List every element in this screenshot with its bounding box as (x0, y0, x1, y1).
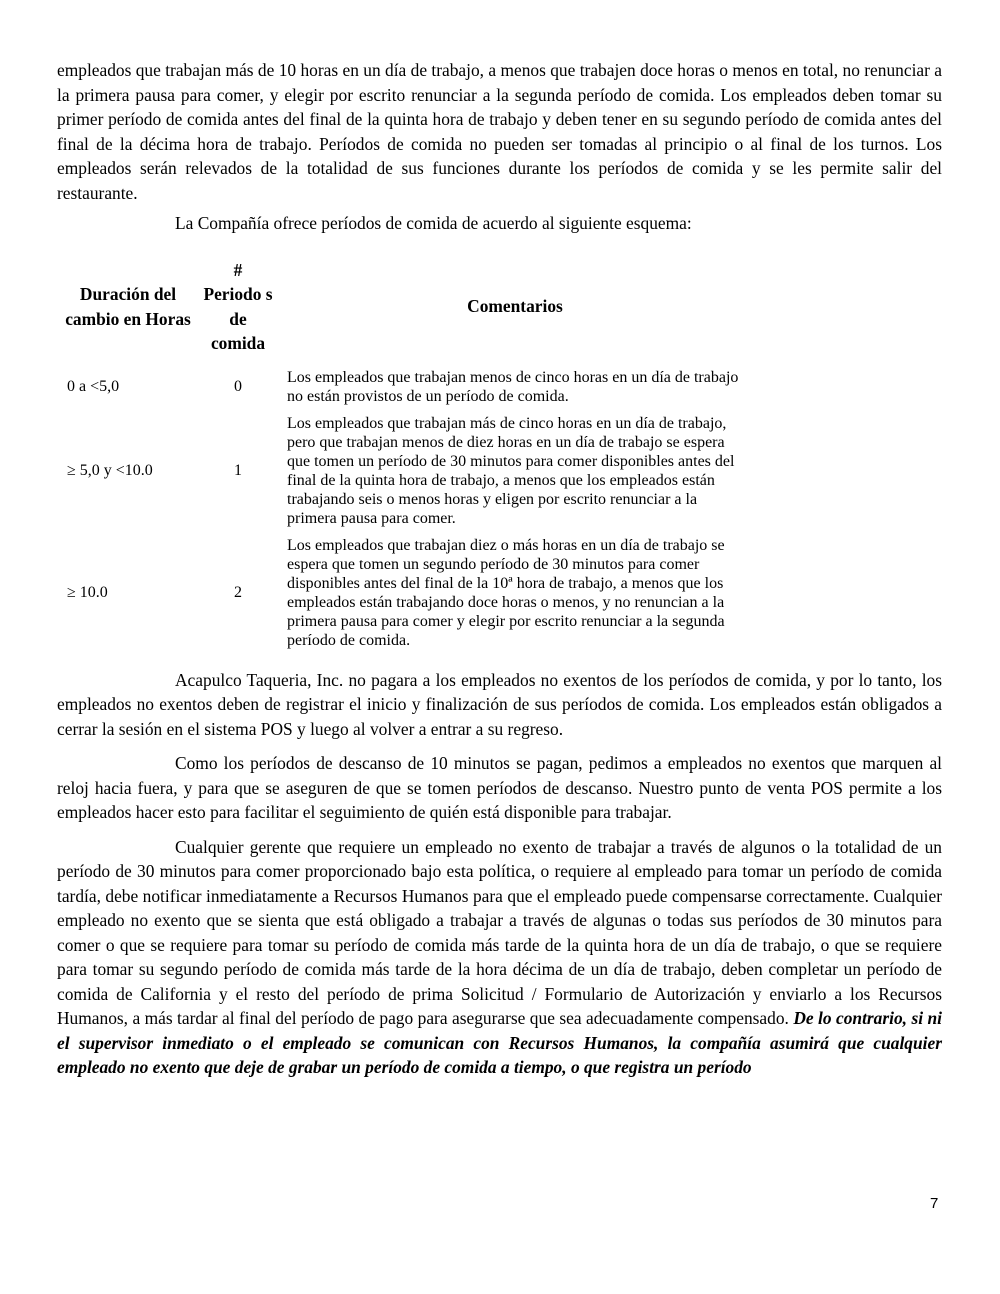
policy-text: Cualquier gerente que requiere un empleado no exento de trabajar a través de algunos o la totalidad de un período de 30 minutos para comer proporcionado bajo esta política, o requiere al empleado para tomar un período de comida tardía, debe notificar inmediatamente a Recursos Humanos para que el empleado puede compensarse correctamente. Cualquier empleado no exento que se sienta que está obligado a trabajar a través de algunas o todas sus períodos de 30 minutos para comer o que se requiere para tomar su período de comida más tarde de la quinta hora de un día de trabajo, o que se requiere para tomar su segundo período de comida más tarde de la hora décima de un día de trabajo, deben completar un período de comida de California y el resto del período de prima Solicitud / Formulario de Autorización y enviarlo a los Recursos Humanos, a más tardar al final del período de pago para asegurarse que sea adecuadamente compensado. (57, 836, 942, 1028)
row-hours: ≥ 5,0 y <10.0 (67, 462, 153, 479)
row-comment: Los empleados que trabajan diez o más horas en un día de trabajo se espera que tomen un segundo período de 30 minutos para comer disponibles antes del final de la 10ª hora de trabajo, a menos que los empleados están trabajando doce horas o menos, y no renuncian a la primera pausa para comer y elegir por escrito renunciar a la segunda período de comida. (287, 536, 725, 649)
document-page (57, 58, 942, 1080)
policy-emphasis: De lo contrario, si ni el supervisor inmediato o el empleado se comunican con Recursos Humanos, la compañía asumirá que cualquier empleado no exento que deje de grabar un período de comida a tiempo, o que registra un período (57, 1008, 942, 1077)
header-comments: Comentarios (467, 296, 563, 317)
row-periods: 0 (234, 378, 242, 395)
row-hours: ≥ 10.0 (67, 584, 108, 601)
paragraph-rest-breaks: Como los períodos de descanso de 10 minutos se pagan, pedimos a empleados no exentos que marquen al reloj hacia fuera, y para que se aseguren de que se tomen períodos de descanso. Nuestro punto de venta POS permite a los empleados hacer esto para facilitar el seguimiento de quién está disponible para trabajar. (57, 753, 942, 822)
row-hours: 0 a <5,0 (67, 378, 120, 395)
row-comment: Los empleados que trabajan más de cinco horas en un día de trabajo, pero que trabajan menos de diez horas en un día de trabajo se espera que tomen un período de 30 minutos para comer disponibles antes del final de la quinta hora de trabajo, a menos que los empleados están trabajando seis o menos horas y eligen por escrito renunciar a la primera pausa para comer. (287, 414, 735, 527)
paragraph-unpaid-meal: Acapulco Taqueria, Inc. no pagara a los empleados no exentos de los períodos de comida, y por lo tanto, los empleados no exentos deben de registrar el inicio y finalización de sus períodos de comida. Los empleados están obligados a cerrar la sesión en el sistema POS y luego al volver a entrar a su regreso. (57, 669, 942, 739)
paragraph-continuation: empleados que trabajan más de 10 horas en un día de trabajo, a menos que trabajen doce horas o menos en total, no renunciar a la primera pausa para comer, y elegir por escrito renunciar a la segunda período de comida. Los empleados deben tomar su primer período de comida antes del final de la quinta hora de trabajo y deben tener en su segundo período de comida antes del final de la décima hora de trabajo. Períodos de comida no pueden ser tomadas al principio o al final de los turnos. Los empleados serán relevados de la totalidad de sus funciones durante los períodos de comida y se les permite salir del restaurante. (57, 60, 942, 203)
header-periods: # Periodo s de comida (203, 259, 273, 353)
row-periods: 1 (234, 462, 242, 479)
table-row (59, 410, 751, 532)
schedule-intro: La Compañía ofrece períodos de comida de acuerdo al siguiente esquema: (175, 213, 692, 233)
page-number: 7 (930, 1195, 939, 1212)
meal-period-table (59, 242, 751, 654)
table-row (59, 364, 751, 410)
table-row (59, 532, 751, 654)
table-header-row (59, 242, 751, 364)
paragraph-manager-policy (57, 835, 942, 1080)
row-comment: Los empleados que trabajan menos de cinco horas en un día de trabajo no están provistos de un período de comida. (287, 368, 739, 405)
header-duration: Duración del cambio en Horas (65, 284, 191, 329)
row-periods: 2 (234, 584, 242, 601)
